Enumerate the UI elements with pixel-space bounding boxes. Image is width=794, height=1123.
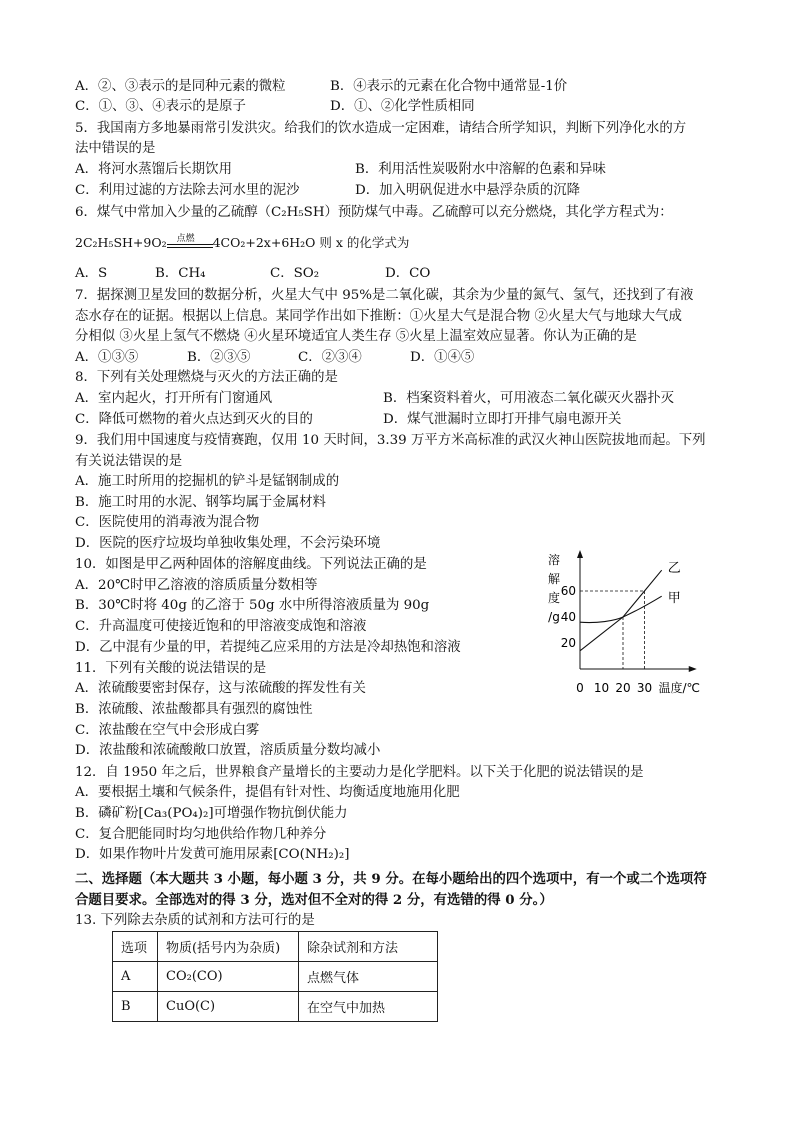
q11-option-c: C．浓盐酸在空气中会形成白雾 (75, 723, 260, 738)
reaction-condition: 点燃 (176, 233, 195, 244)
q9-stem-line2: 有关说法错误的是 (75, 454, 183, 469)
q7-stem-line3: 分相似 ③火星上氢气不燃烧 ④火星环境适宜人类生存 ⑤火星上温室效应显著。你认为正确的是 (75, 329, 637, 344)
x-tick-label: 20 (615, 681, 631, 695)
solubility-curve-chart (540, 548, 710, 700)
y-axis-label-char: 解 (547, 572, 561, 586)
y-tick-label: 60 (560, 584, 576, 598)
table-header-cell: 物质(括号内为杂质) (158, 932, 299, 962)
x-axis-arrow-icon (689, 666, 697, 672)
q6-equation (75, 234, 409, 252)
equation-products: 4CO₂+2x+6H₂O 则 x 的化学式为 (212, 235, 410, 250)
q6-option-d: D．CO (385, 266, 431, 281)
q12-stem: 12．自 1950 年之后，世界粮食产量增长的主要动力是化学肥料。以下关于化肥的说法错误的是 (75, 765, 644, 780)
y-axis-label-char: /g (548, 610, 560, 624)
section2-heading-line2: 合题目要求。全部选对的得 3 分，选对但不全对的得 2 分，有选错的得 0 分。） (75, 892, 553, 908)
q5-stem-line1: 5．我国南方多地暴雨常引发洪灾。给我们的饮水造成一定困难，请结合所学知识，判断下列净化水的方 (75, 121, 687, 136)
q9-option-d: D．医院的医疗垃圾均单独收集处理，不会污染环境 (75, 536, 381, 551)
equals-sign-icon (167, 233, 213, 251)
q9-option-b: B．施工时用的水泥、钢筝均属于金属材料 (75, 495, 326, 510)
q6-option-a: A．S (75, 266, 108, 281)
q11-stem: 11．下列有关酸的说法错误的是 (75, 661, 267, 676)
q7-stem-line1: 7．据探测卫星发回的数据分析，火星大气中 95%是二氧化碳，其余为少量的氮气、氢气，还找到了有液 (75, 288, 694, 303)
table-header-cell: 选项 (113, 932, 158, 962)
q5-option-c: C．利用过滤的方法除去河水里的泥沙 (75, 183, 300, 198)
table-cell: B (113, 992, 158, 1022)
q11-option-d: D．浓盐酸和浓硫酸敞口放置，溶质质量分数均减小 (75, 743, 381, 758)
q7-option-b: B．②③⑤ (187, 350, 251, 365)
q12-option-a: A．要根据土壤和气候条件，提倡有针对性、均衡适度地施用化肥 (75, 785, 460, 800)
table-header-row (113, 932, 438, 962)
series-label: 乙 (667, 561, 681, 577)
y-axis-label-char: 度 (547, 591, 561, 605)
q4-option-a: A．②、③表示的是同种元素的微粒 (75, 79, 286, 94)
x-tick-label: 0 (576, 681, 584, 695)
series-label: 甲 (667, 591, 681, 607)
y-axis-arrow-icon (577, 550, 583, 558)
table-row (113, 962, 438, 992)
series-line-yi (580, 570, 662, 651)
q4-option-c: C．①、③、④表示的是原子 (75, 99, 246, 114)
table-cell: 在空气中加热 (299, 992, 438, 1022)
q10-option-b: B．30℃时将 40g 的乙溶于 50g 水中所得溶液质量为 90g (75, 598, 430, 613)
q5-stem-line2: 法中错误的是 (75, 141, 156, 156)
x-axis-label: 温度/℃ (658, 681, 701, 695)
q10-stem: 10．如图是甲乙两种固体的溶解度曲线。下列说法正确的是 (75, 557, 427, 572)
q10-option-d: D．乙中混有少量的甲，若提纯乙应采用的方法是冷却热饱和溶液 (75, 640, 461, 655)
q11-option-b: B．浓硫酸、浓盐酸都具有强烈的腐蚀性 (75, 702, 313, 717)
q5-option-b: B．利用活性炭吸附水中溶解的色素和异味 (355, 162, 606, 177)
q8-option-b: B．档案资料着火，可用液态二氧化碳灭火器扑灭 (383, 391, 675, 406)
q6-stem-line1: 6．煤气中常加入少量的乙硫醇（C₂H₅SH）预防煤气中毒。乙硫醇可以充分燃烧，其化学方程式为： (75, 205, 673, 220)
q4-option-d: D．①、②化学性质相同 (330, 99, 475, 114)
q13-stem: 13. 下列除去杂质的试剂和方法可行的是 (75, 913, 315, 928)
q5-option-d: D．加入明矾促进水中悬浮杂质的沉降 (355, 183, 580, 198)
q12-option-c: C．复合肥能同时均匀地供给作物几种养分 (75, 827, 327, 842)
table-cell: CO₂(CO) (158, 962, 299, 992)
y-tick-label: 20 (560, 636, 576, 650)
q8-option-a: A．室内起火，打开所有门窗通风 (75, 391, 273, 406)
section2-heading-line1: 二、选择题（本大题共 3 小题，每小题 3 分，共 9 分。在每小题给出的四个选项中，有一个或二个选项符 (75, 871, 707, 887)
q7-stem-line2: 态水存在的证据。根据以上信息。某同学作出如下推断：①火星大气是混合物 ②火星大气与地球大气成 (75, 309, 682, 324)
x-tick-label: 30 (636, 681, 653, 695)
q6-option-b: B．CH₄ (155, 266, 206, 281)
q9-option-a: A．施工时所用的挖掘机的铲斗是锰钢制成的 (75, 474, 340, 489)
q5-option-a: A．将河水蒸馏后长期饮用 (75, 162, 232, 177)
q6-option-c: C．SO₂ (270, 266, 320, 281)
table-cell: 点燃气体 (299, 962, 438, 992)
q8-option-d: D．煤气泄漏时立即打开排气扇电源开关 (383, 412, 622, 427)
q8-stem: 8．下列有关处理燃烧与灭火的方法正确的是 (75, 370, 338, 385)
table-header-cell: 除杂试剂和方法 (299, 932, 438, 962)
q12-option-b: B．磷矿粉[Ca₃(PO₄)₂]可增强作物抗倒伏能力 (75, 806, 348, 821)
q7-option-c: C．②③④ (298, 350, 362, 365)
table-cell: A (113, 962, 158, 992)
q7-option-d: D．①④⑤ (410, 350, 475, 365)
x-tick-label: 10 (593, 681, 610, 695)
q9-option-c: C．医院使用的消毒液为混合物 (75, 515, 260, 530)
equation-reactants: 2C₂H₅SH+9O₂ (75, 235, 167, 250)
q10-option-c: C．升高温度可使接近饱和的甲溶液变成饱和溶液 (75, 619, 367, 634)
y-axis-label-char: 溶 (547, 553, 561, 567)
q12-option-d: D．如果作物叶片发黄可施用尿素[CO(NH₂)₂] (75, 847, 350, 862)
table-cell: CuO(C) (158, 992, 299, 1022)
q4-option-b: B．④表示的元素在化合物中通常显-1价 (330, 79, 568, 94)
q10-option-a: A．20℃时甲乙溶液的溶质质量分数相等 (75, 578, 318, 593)
q7-option-a: A．①③⑤ (75, 350, 139, 365)
q9-stem-line1: 9．我们用中国速度与疫情赛跑，仅用 10 天时间，3.39 万平方米高标准的武汉火神山医院拔地而起。下列 (75, 433, 706, 448)
q8-option-c: C．降低可燃物的着火点达到灭火的目的 (75, 412, 313, 427)
q11-option-a: A．浓硫酸要密封保存，这与浓硫酸的挥发性有关 (75, 681, 366, 696)
table-row (113, 992, 438, 1022)
y-tick-label: 40 (560, 610, 576, 624)
impurity-removal-table (112, 931, 438, 1022)
